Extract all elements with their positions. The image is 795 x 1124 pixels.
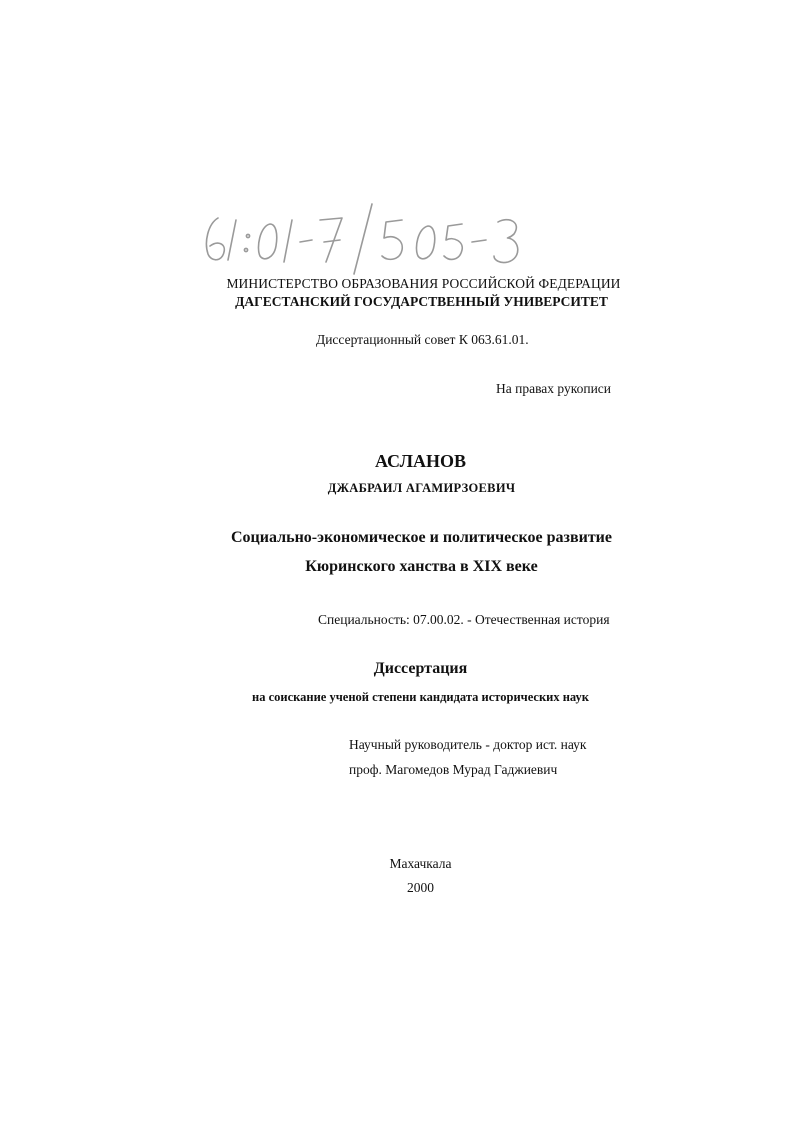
ministry-name: МИНИСТЕРСТВО ОБРАЗОВАНИЯ РОССИЙСКОЙ ФЕДЕРАЦИИ — [226, 276, 621, 291]
university-name: ДАГЕСТАНСКИЙ ГОСУДАРСТВЕННЫЙ УНИВЕРСИТЕТ — [235, 294, 608, 309]
dissertation-title-line-2: Кюринского ханства в XIX веке — [305, 558, 538, 575]
dissertation-title-line-1: Социально-экономическое и политическое развитие — [231, 529, 612, 546]
supervisor-title: Научный руководитель - доктор ист. наук — [349, 737, 587, 752]
author-surname: АСЛАНОВ — [374, 451, 467, 471]
document-type: Диссертация — [373, 660, 468, 677]
author-given-names: ДЖАБРАИЛ АГАМИРЗОЕВИЧ — [327, 481, 516, 495]
manuscript-rights-note: На правах рукописи — [496, 381, 612, 396]
year: 2000 — [407, 880, 434, 895]
dissertation-council: Диссертационный совет К 063.61.01. — [316, 332, 529, 347]
degree-purpose: на соискание ученой степени кандидата исторических наук — [252, 690, 589, 704]
supervisor-name: проф. Магомедов Мурад Гаджиевич — [349, 762, 558, 777]
city: Махачкала — [389, 856, 452, 871]
handwritten-catalog-mark — [196, 198, 566, 278]
specialty: Специальность: 07.00.02. - Отечественная история — [318, 612, 610, 627]
